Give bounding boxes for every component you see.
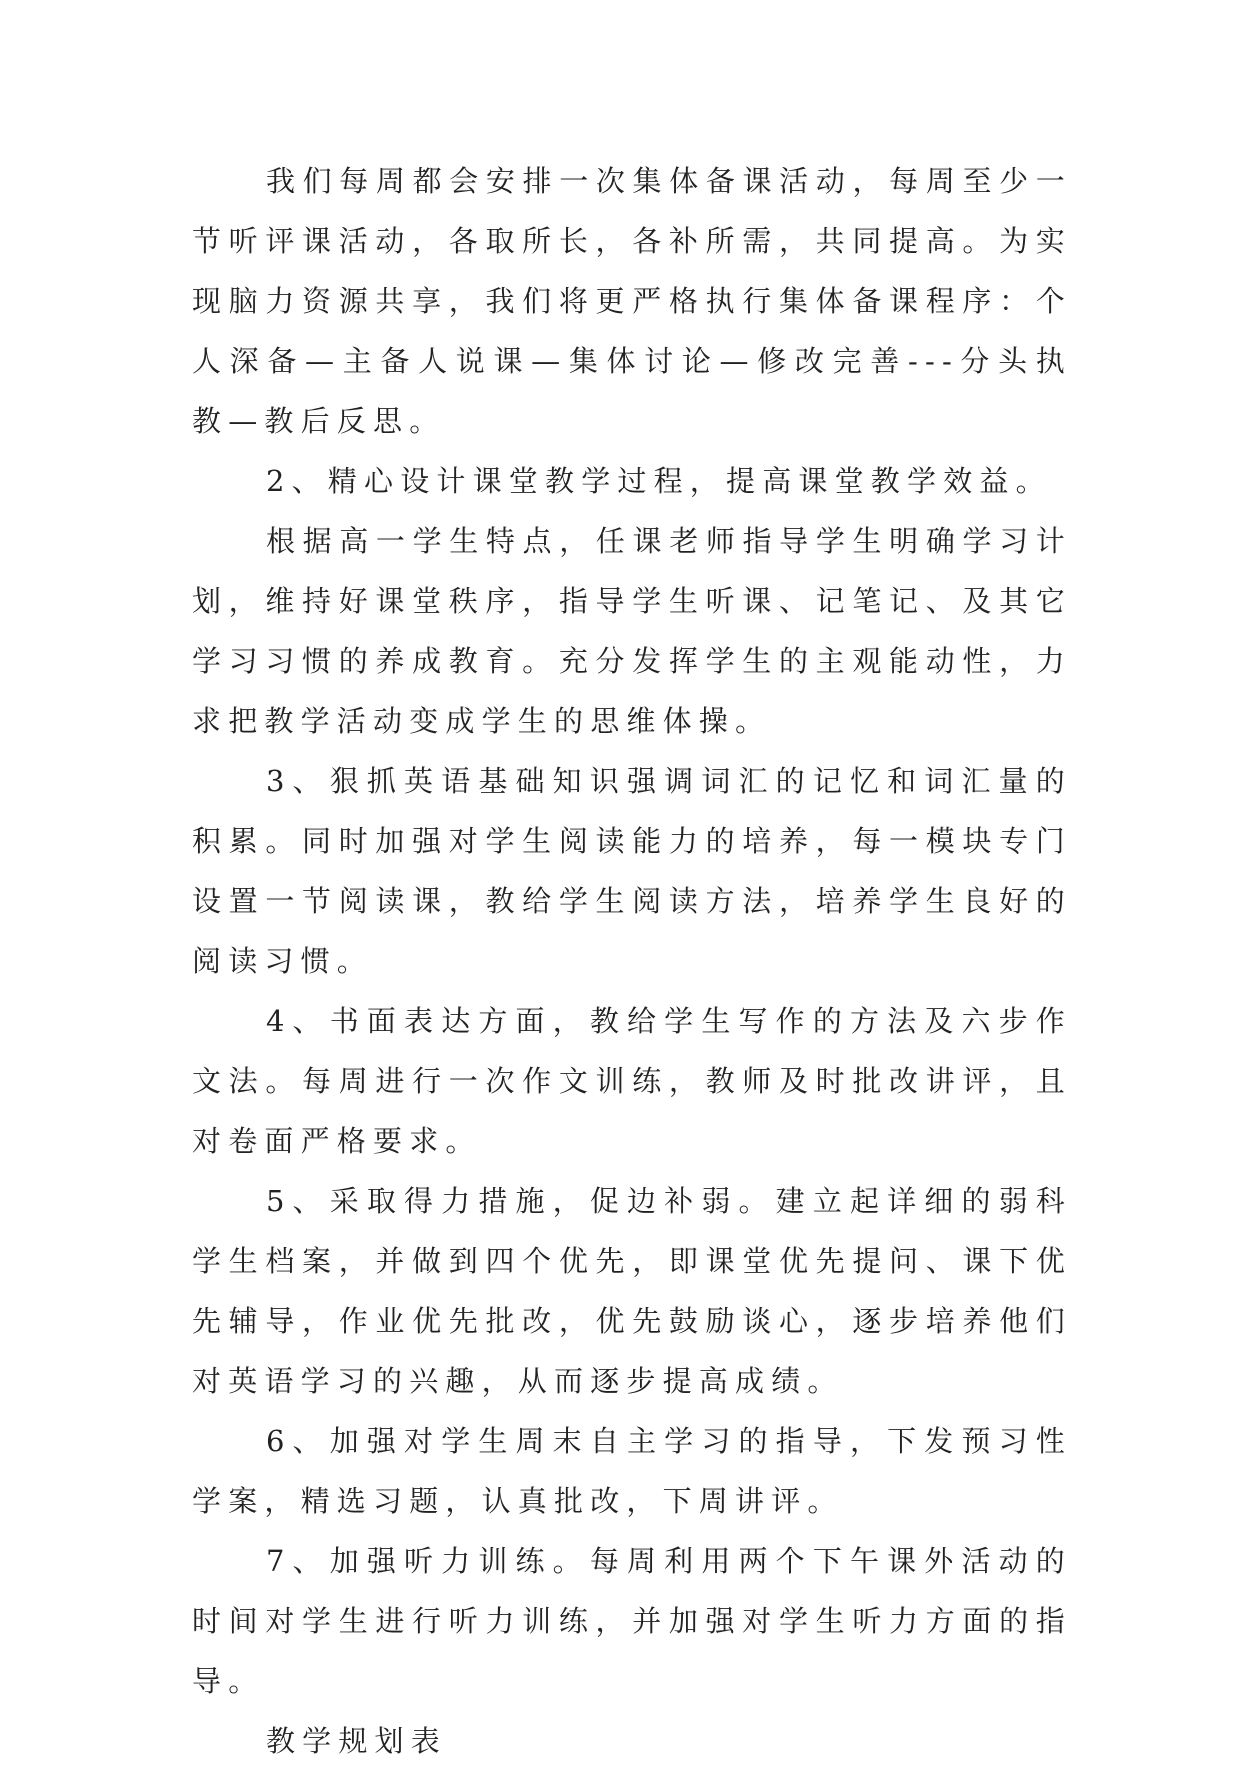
paragraph-item-4: 4、书面表达方面，教给学生写作的方法及六步作文法。每周进行一次作文训练，教师及时批改讲评，且对卷面严格要求。 <box>192 1004 1072 1158</box>
paragraph-item-2-heading: 2、精心设计课堂教学过程，提高课堂教学效益。 <box>265 464 1052 498</box>
paragraph-item-6: 6、加强对学生周末自主学习的指导，下发预习性学案，精选习题，认真批改，下周讲评。 <box>192 1424 1072 1518</box>
paragraph-item-7: 7、加强听力训练。每周利用两个下午课外活动的时间对学生进行听力训练，并加强对学生听力方面的指导。 <box>192 1544 1072 1698</box>
paragraph-collective-lesson-prep: 我们每周都会安排一次集体备课活动，每周至少一节听评课活动，各取所长，各补所需，共同提高。为实现脑力资源共享，我们将更严格执行集体备课程序：个人深备—主备人说课—集体讨论—修改完善---分头执教—教后反思。 <box>192 164 1072 438</box>
section-heading-teaching-plan-table: 教学规划表 <box>265 1724 447 1758</box>
paragraph-item-2-body: 根据高一学生特点，任课老师指导学生明确学习计划，维持好课堂秩序，指导学生听课、记笔记、及其它学习习惯的养成教育。充分发挥学生的主观能动性，力求把教学活动变成学生的思维体操。 <box>192 524 1072 738</box>
document-body <box>192 151 1072 1771</box>
paragraph-item-3: 3、狠抓英语基础知识强调词汇的记忆和词汇量的积累。同时加强对学生阅读能力的培养，每一模块专门设置一节阅读课，教给学生阅读方法，培养学生良好的阅读习惯。 <box>192 764 1072 978</box>
paragraph-item-5: 5、采取得力措施，促边补弱。建立起详细的弱科学生档案，并做到四个优先，即课堂优先提问、课下优先辅导，作业优先批改，优先鼓励谈心，逐步培养他们对英语学习的兴趣，从而逐步提高成绩。 <box>192 1184 1072 1398</box>
